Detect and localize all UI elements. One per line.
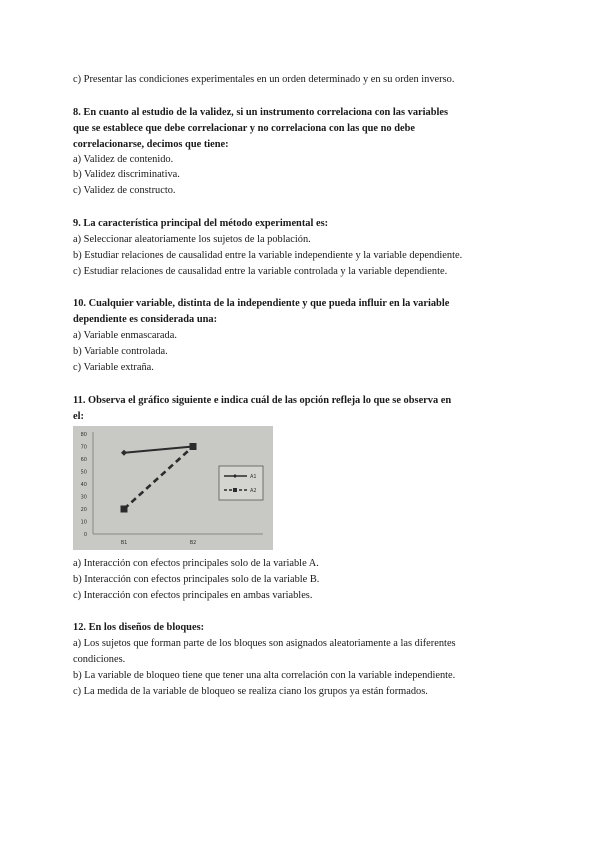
q9-title: 9. La característica principal del método experimental es: (73, 218, 329, 229)
y-tick-label: 0 (83, 532, 87, 538)
legend-box (219, 466, 263, 500)
y-tick-label: 80 (80, 432, 87, 438)
q8-title-line-3: correlacionarse, decimos que tiene: (73, 139, 229, 150)
q12-option-a-cont: condiciones. (73, 654, 126, 665)
legend-marker-a2 (233, 488, 237, 492)
y-tick-label: 10 (80, 519, 87, 526)
q9-option-b: b) Estudiar relaciones de causalidad entre la variable independiente y la variable dependiente. (73, 250, 463, 261)
series-line-a2 (124, 447, 193, 510)
y-tick-label: 20 (80, 507, 87, 513)
series-point-a2 (121, 506, 128, 513)
q11-title-line-1: 11. Observa el gráfico siguiente e indica cuál de las opción refleja lo que se observa en (73, 395, 452, 406)
legend-label-a2: A2 (250, 488, 257, 494)
series-line-a1 (124, 447, 193, 453)
q12-title: 12. En los diseños de bloques: (73, 622, 205, 633)
legend-label-a1: A1 (250, 474, 257, 480)
q10-title-line-2: dependiente es considerada una: (73, 314, 218, 325)
q12-option-a: a) Los sujetos que forman parte de los bloques son asignados aleatoriamente a las diferentes (73, 638, 456, 649)
series-point-a1 (121, 450, 127, 456)
q11-option-b: b) Interacción con efectos principales solo de la variable B. (73, 574, 320, 585)
q11-title-line-2: el: (73, 411, 84, 422)
q7-option-c: c) Presentar las condiciones experimentales en un orden determinado y en su orden inverso. (73, 74, 455, 85)
q10-option-a: a) Variable enmascarada. (73, 330, 177, 341)
interaction-chart (73, 426, 273, 550)
q9-option-a: a) Seleccionar aleatoriamente los sujetos de la población. (73, 234, 311, 245)
q8-title-line-1: 8. En cuanto al estudio de la validez, si un instrumento correlaciona con las variables (73, 107, 449, 118)
q10-option-c: c) Variable extraña. (73, 362, 154, 373)
y-tick-label: 50 (80, 469, 87, 476)
q10-option-b: b) Variable controlada. (73, 346, 168, 357)
x-category-label: B2 (189, 540, 197, 546)
y-tick-label: 30 (80, 494, 87, 501)
y-tick-label: 70 (80, 444, 87, 451)
q8-option-b: b) Validez discriminativa. (73, 169, 180, 180)
series-point-a2 (190, 443, 197, 450)
q8-option-c: c) Validez de constructo. (73, 185, 176, 196)
q11-option-c: c) Interacción con efectos principales en ambas variables. (73, 590, 313, 601)
x-category-label: B1 (120, 540, 128, 546)
q11-option-a: a) Interacción con efectos principales solo de la variable A. (73, 558, 319, 569)
q8-option-a: a) Validez de contenido. (73, 154, 174, 165)
q12-option-c: c) La medida de la variable de bloqueo se realiza ciano los grupos ya están formados. (73, 686, 428, 697)
q12-option-b: b) La variable de bloqueo tiene que tener una alta correlación con la variable independiente. (73, 670, 456, 681)
chart-svg (73, 426, 273, 550)
q10-title-line-1: 10. Cualquier variable, distinta de la independiente y que pueda influir en la variable (73, 298, 450, 309)
y-tick-label: 40 (80, 482, 87, 488)
q9-option-c: c) Estudiar relaciones de causalidad entre la variable controlada y la variable dependiente. (73, 266, 448, 277)
y-tick-label: 60 (80, 457, 87, 463)
q8-title-line-2: que se establece que debe correlacionar y no correlaciona con las que no debe (73, 123, 415, 134)
